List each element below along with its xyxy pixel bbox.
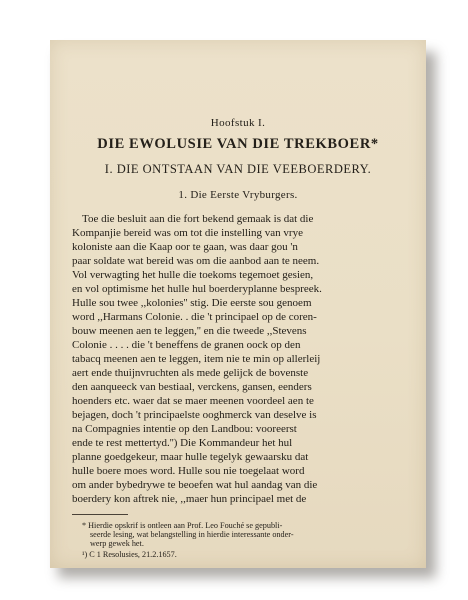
body-line: word ,,Harmans Colonie. . die 't principael op de coren- — [72, 311, 317, 323]
chapter-heading: Hoofstuk I. — [210, 117, 266, 129]
body-line: koloniste aan die Kaap oor te gaan, was daar gou 'n — [72, 241, 298, 253]
footnote-line: * Hierdie opskrif is ontleen aan Prof. Leo Fouché se gepubli- — [82, 521, 283, 530]
body-line: Colonie . . . . die 't beneffens de granen oock op den — [72, 339, 301, 351]
body-line: hoenders etc. waer dat se maer meenen voordeel aen te — [72, 395, 314, 407]
body-line: aert ende thuijnvruchten als mede gelijck de bovenste — [72, 367, 309, 379]
body-line: tabacq meenen aen te leggen, item nie te min op allerleij — [72, 353, 321, 365]
section-heading: I. DIE ONTSTAAN VAN DIE VEEBOERDERY. — [104, 162, 372, 176]
body-line: hulle boere moes word. Hulle sou nie toegelaat word — [72, 465, 305, 477]
body-line: bouw meenen aen te leggen,'' en die tweede ,,Stevens — [72, 325, 307, 337]
body-line: om ander bybedrywe te beoefen wat hul aandag van die — [72, 479, 318, 491]
body-line: planne goedgekeur, maar hulle tegelyk gewaarsku dat — [72, 451, 309, 463]
body-line: Vol verwagting het hulle die toekoms tegemoet gesien, — [72, 269, 314, 281]
book-page — [50, 40, 426, 568]
body-line: Kompanjie bereid was om tot die instelling van vrye — [72, 227, 303, 239]
footnote-line: seerde lesing, wat belangstelling in hierdie interessante onder- — [90, 530, 294, 539]
body-line: ende te rest mettertyd.'') Die Kommandeur het hul — [72, 437, 293, 449]
subsection-heading: 1. Die Eerste Vryburgers. — [178, 189, 298, 201]
footnote-line: werp gewek het. — [90, 539, 144, 548]
body-line: den aanqueeck van bestiaal, verckens, gansen, eenders — [72, 381, 312, 393]
footnote-divider — [72, 514, 128, 515]
body-line: Hulle sou twee ,,kolonies'' stig. Die eerste sou genoem — [72, 297, 312, 309]
body-line: paar soldate wat bereid was om die aanbod aan te neem. — [72, 255, 320, 267]
footnote-line: ¹) C 1 Resolusies, 21.2.1657. — [82, 550, 177, 559]
body-line: boerdery kon aftrek nie, ,,maer hun principael met de — [72, 493, 307, 505]
chapter-title: DIE EWOLUSIE VAN DIE TREKBOER* — [97, 136, 379, 152]
body-line: Toe die besluit aan die fort bekend gemaak is dat die — [82, 213, 314, 225]
body-line: bejagen, doch 't principaelste ooghmerck van deselve is — [72, 409, 317, 421]
body-line: na Compagnies intentie op den Landbou: vooreerst — [72, 423, 297, 435]
body-line: en vol optimisme het hulle hul boerderyplanne bespreek. — [72, 283, 322, 295]
